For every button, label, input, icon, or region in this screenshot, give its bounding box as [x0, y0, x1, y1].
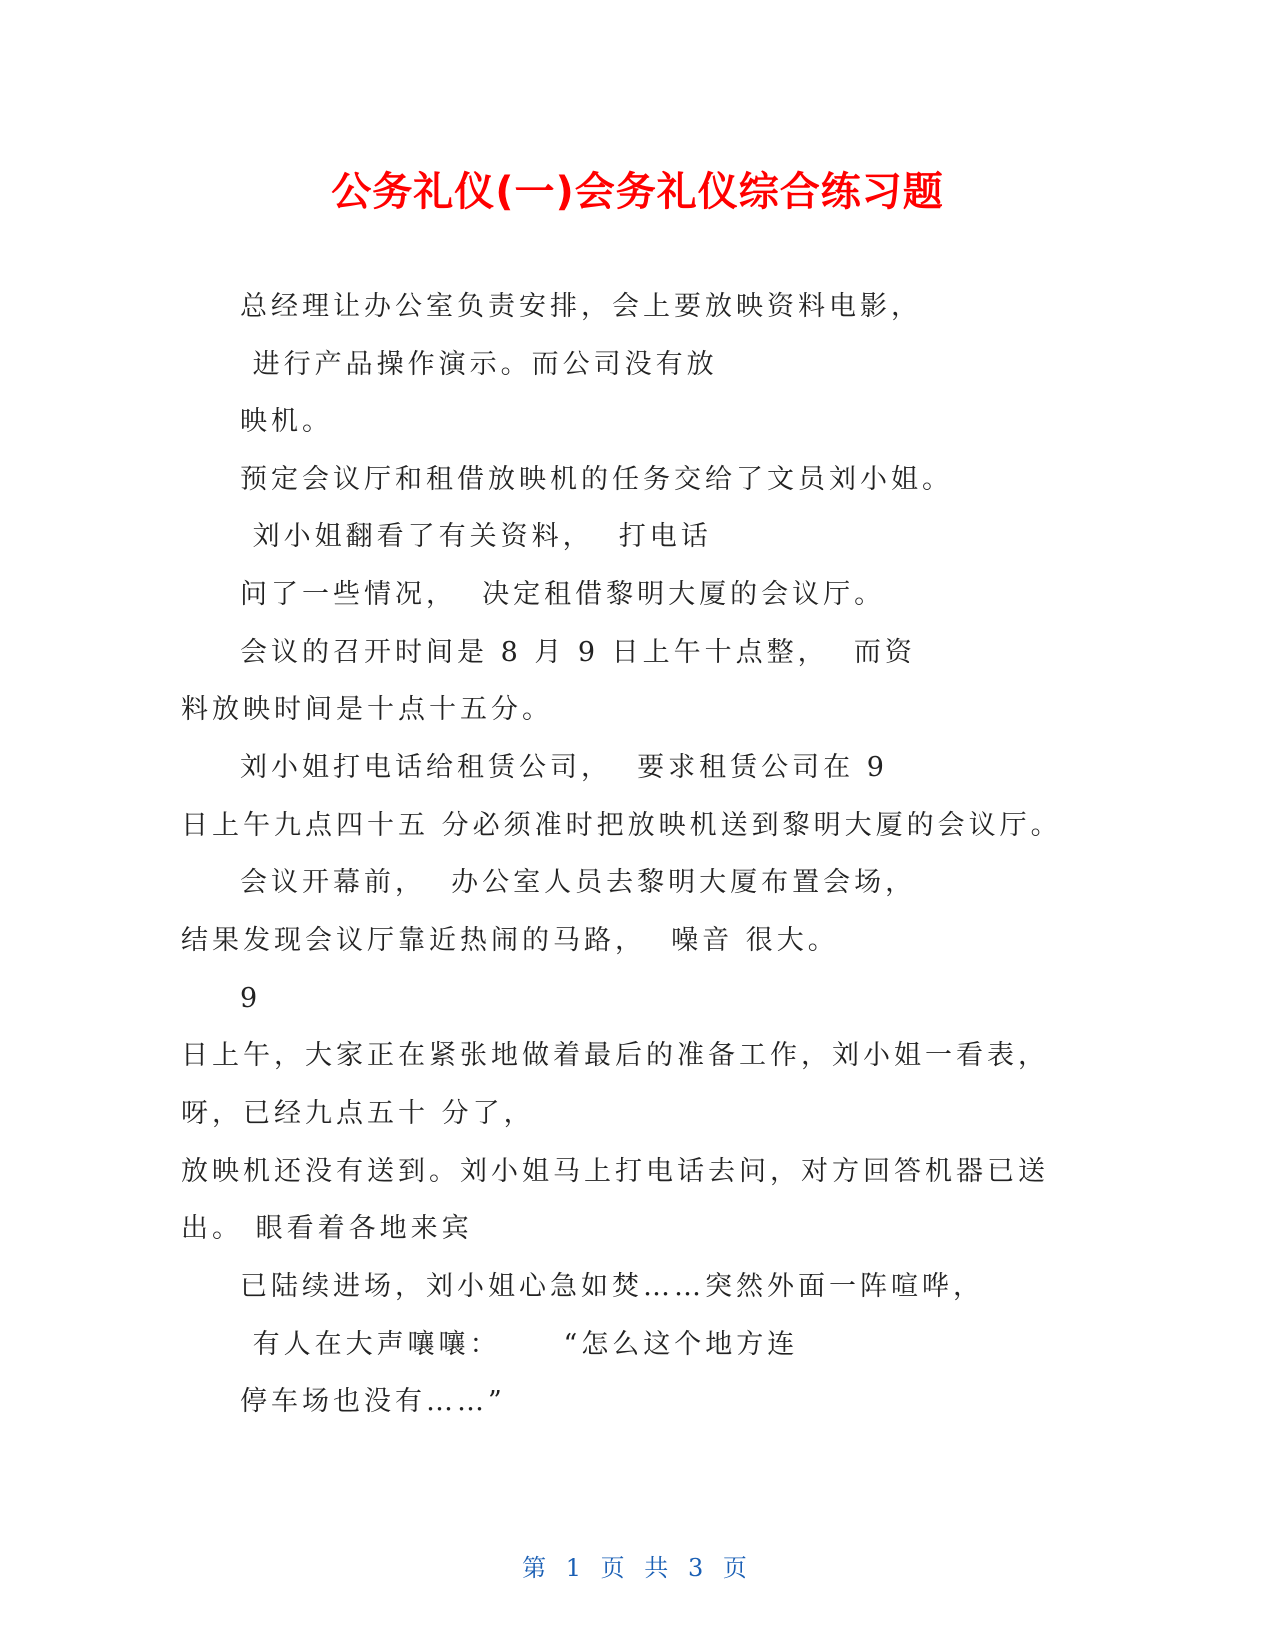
body-line-2: 进行产品操作演示。而公司没有放 — [240, 349, 718, 380]
body-line-9: 刘小姐打电话给租赁公司， 要求租赁公司在 9 — [240, 752, 888, 783]
body-line-14: 日上午，大家正在紧张地做着最后的准备工作，刘小姐一看表， — [181, 1040, 1049, 1071]
body-line-7: 会议的召开时间是 8 月 9 日上午十点整， 而资 — [240, 637, 916, 668]
body-line-1: 总经理让办公室负责安排，会上要放映资料电影， — [240, 291, 922, 322]
body-line-20: 停车场也没有……” — [240, 1386, 506, 1417]
body-line-18: 已陆续进场，刘小姐心急如焚……突然外面一阵喧哗， — [240, 1271, 984, 1302]
body-line-5: 刘小姐翻看了有关资料， 打电话 — [240, 521, 712, 552]
body-line-12: 结果发现会议厅靠近热闹的马路， 噪音 很大。 — [181, 925, 839, 956]
body-line-16: 放映机还没有送到。刘小姐马上打电话去问，对方回答机器已送 — [181, 1156, 1049, 1187]
body-line-3: 映机。 — [240, 406, 333, 437]
body-line-11: 会议开幕前， 办公室人员去黎明大厦布置会场， — [240, 867, 917, 898]
body-line-15: 呀，已经九点五十 分了， — [181, 1098, 535, 1129]
page-number-footer: 第 1 页 共 3 页 — [522, 1554, 753, 1582]
body-line-8: 料放映时间是十点十五分。 — [181, 694, 553, 725]
body-line-13: 9 — [240, 983, 262, 1014]
body-line-10: 日上午九点四十五 分必须准时把放映机送到黎明大厦的会议厅。 — [181, 810, 1062, 841]
body-line-6: 问了一些情况， 决定租借黎明大厦的会议厅。 — [240, 579, 886, 610]
document-title: 公务礼仪(一)会务礼仪综合练习题 — [331, 169, 944, 215]
body-line-19: 有人在大声嚷嚷： “怎么这个地方连 — [240, 1329, 799, 1360]
body-line-17: 出。 眼看着各地来宾 — [181, 1213, 473, 1244]
body-line-4: 预定会议厅和租借放映机的任务交给了文员刘小姐。 — [240, 464, 953, 495]
